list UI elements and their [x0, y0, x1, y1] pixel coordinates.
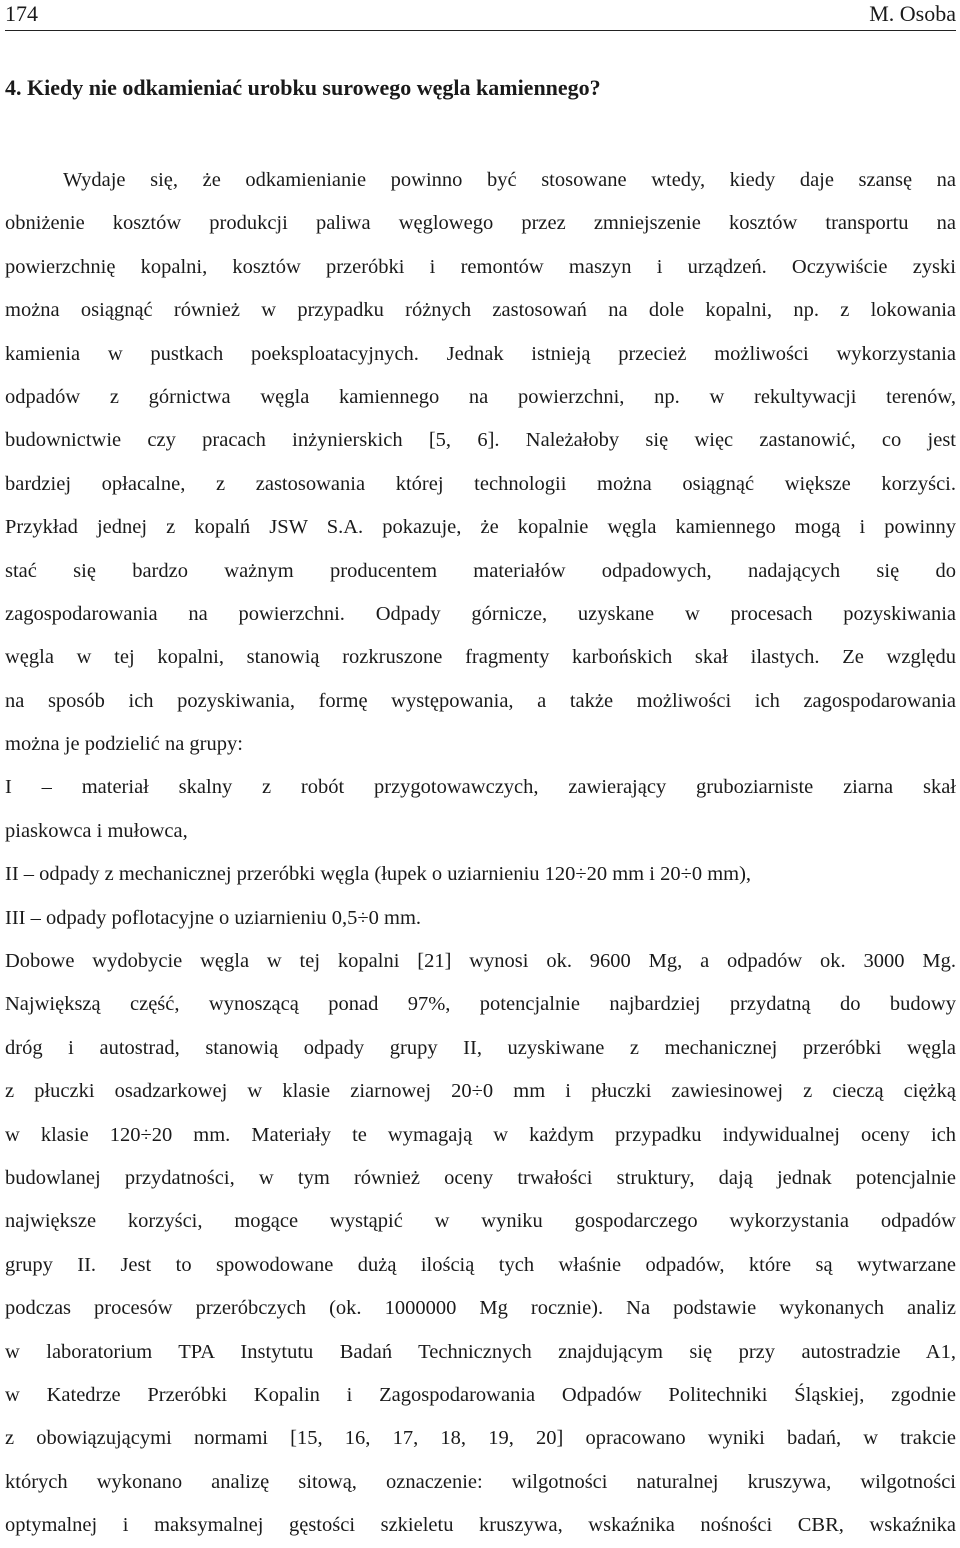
- text-line: w klasie 120÷20 mm. Materiały te wymagają w każdym przypadku indywidualnej oceny ich: [5, 1123, 956, 1146]
- text-line: można osiągnąć również w przypadku różnych zastosowań na dole kopalni, np. z lokowania: [5, 299, 956, 322]
- text-line: Dobowe wydobycie węgla w tej kopalni [21] wynosi ok. 9600 Mg, a odpadów ok. 3000 Mg.: [5, 950, 956, 973]
- text-line: z obowiązującymi normami [15, 16, 17, 18, 19, 20] opracowano wyniki badań, w trakcie: [5, 1427, 956, 1450]
- text-line: na sposób ich pozyskiwania, formę występowania, a także możliwości ich zagospodarowania: [5, 689, 956, 712]
- text-line: grupy II. Jest to spowodowane dużą ilością tych właśnie odpadów, które są wytwarzane: [5, 1253, 956, 1276]
- text-line: podczas procesów przeróbczych (ok. 1000000 Mg rocznie). Na podstawie wykonanych analiz: [5, 1297, 956, 1320]
- text-line: budownictwie czy pracach inżynierskich [5, 6]. Należałoby się więc zastanowić, co jest: [5, 429, 956, 452]
- section-title: 4. Kiedy nie odkamieniać urobku surowego węgla kamiennego?: [5, 75, 601, 100]
- text-line: w laboratorium TPA Instytutu Badań Technicznych znajdującym się przy autostradzie A1,: [5, 1340, 956, 1363]
- text-line: powierzchnię kopalni, kosztów przeróbki i remontów maszyn i urządzeń. Oczywiście zyski: [5, 255, 956, 278]
- text-line: budowlanej przydatności, w tym również oceny trwałości struktury, dają jednak potencjalnie: [5, 1166, 956, 1189]
- text-line: stać się bardzo ważnym producentem materiałów odpadowych, nadających się do: [5, 559, 956, 582]
- text-line: piaskowca i mułowca,: [5, 819, 188, 842]
- text-line: Przykład jednej z kopalń JSW S.A. pokazuje, że kopalnie węgla kamiennego mogą i powinny: [5, 516, 956, 539]
- text-line: w Katedrze Przeróbki Kopalin i Zagospodarowania Odpadów Politechniki Śląskiej, zgodnie: [5, 1383, 956, 1406]
- text-line: Największą część, wynoszącą ponad 97%, potencjalnie najbardziej przydatną do budowy: [5, 993, 956, 1016]
- page-number: 174: [5, 1, 38, 26]
- text-line: których wykonano analizę sitową, oznaczenie: wilgotności naturalnej kruszywa, wilgotności: [5, 1470, 956, 1493]
- text-line: dróg i autostrad, stanowią odpady grupy II, uzyskiwane z mechanicznej przeróbki węgla: [5, 1036, 956, 1059]
- text-line: bardziej opłacalne, z zastosowania której technologii można osiągnąć większe korzyści.: [5, 472, 956, 495]
- body-text: [5, 159, 956, 1548]
- text-line: optymalnej i maksymalnej gęstości szkieletu kruszywa, wskaźnika nośności CBR, wskaźnika: [5, 1514, 956, 1537]
- text-line: zagospodarowania na powierzchni. Odpady górnicze, uzyskane w procesach pozyskiwania: [5, 602, 956, 625]
- text-line: I – materiał skalny z robót przygotowawczych, zawierający gruboziarniste ziarna skał: [5, 776, 956, 799]
- text-line: największe korzyści, mogące wystąpić w wyniku gospodarczego wykorzystania odpadów: [5, 1210, 956, 1233]
- author-name: M. Osoba: [869, 1, 956, 26]
- text-line: obniżenie kosztów produkcji paliwa węglowego przez zmniejszenie kosztów transportu na: [5, 212, 956, 235]
- text-line: można je podzielić na grupy:: [5, 733, 243, 756]
- text-line: Wydaje się, że odkamienianie powinno być stosowane wtedy, kiedy daje szansę na: [63, 169, 956, 191]
- text-line: III – odpady poflotacyjne o uziarnieniu 0,5÷0 mm.: [5, 906, 422, 929]
- text-line: z płuczki osadzarkowej w klasie ziarnowej 20÷0 mm i płuczki zawiesinowej z cieczą ciężką: [5, 1080, 956, 1103]
- text-line: II – odpady z mechanicznej przeróbki węgla (łupek o uziarnieniu 120÷20 mm i 20÷0 mm),: [5, 863, 752, 886]
- running-header: [5, 0, 956, 31]
- text-line: odpadów z górnictwa węgla kamiennego na powierzchni, np. w rekultywacji terenów,: [5, 385, 956, 408]
- text-line: kamienia w pustkach poeksploatacyjnych. Jednak istnieją przecież możliwości wykorzystania: [5, 342, 956, 365]
- text-line: węgla w tej kopalni, stanowią rozkruszone fragmenty karbońskich skał ilastych. Ze względu: [5, 646, 956, 669]
